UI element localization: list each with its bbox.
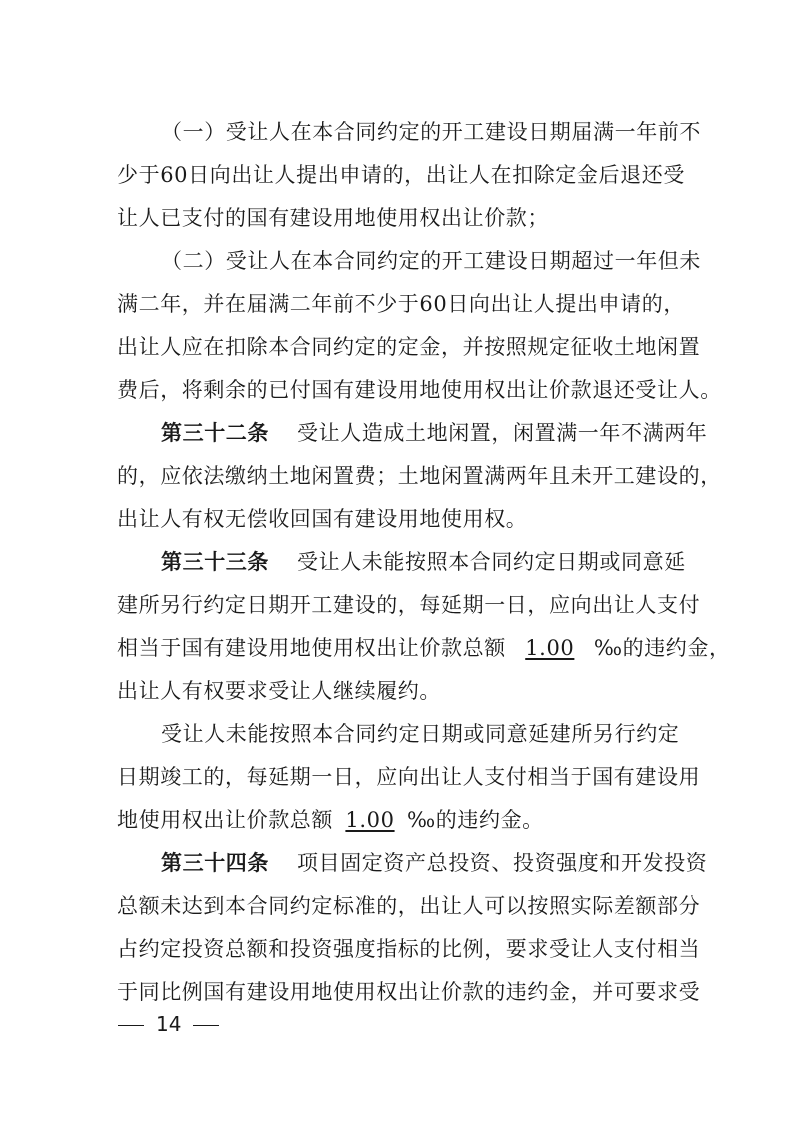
article-33-line2: 建所另行约定日期开工建设的，每延期一日，应向出让人支付	[117, 593, 701, 617]
para2-line1: （二）受让人在本合同约定的开工建设日期超过一年但未	[161, 249, 701, 273]
article-33-line3	[117, 636, 731, 660]
article-32-line3: 出让人有权无偿收回国有建设用地使用权。	[117, 507, 528, 531]
article-34-heading: 第三十四条	[161, 851, 269, 875]
article-32-text: 受让人造成土地闲置，闲置满一年不满两年	[297, 421, 708, 445]
para-late-line3	[117, 808, 677, 832]
article-33-line3-post: ‰的违约金，	[593, 636, 731, 660]
article-33-line4: 出让人有权要求受让人继续履约。	[117, 679, 441, 703]
para2-line4: 费后，将剩余的已付国有建设用地使用权出让价款退还受让人。	[117, 378, 722, 402]
penalty-rate-value: 1.00	[525, 636, 575, 660]
footer-dash-left	[118, 1025, 144, 1026]
para-late-line2: 日期竣工的，每延期一日，应向出让人支付相当于国有建设用	[117, 765, 701, 789]
para1-line3: 让人已支付的国有建设用地使用权出让价款；	[117, 206, 549, 230]
article-33-heading: 第三十三条	[161, 550, 269, 574]
para-late-line1: 受让人未能按照本合同约定日期或同意延建所另行约定	[161, 722, 680, 746]
para1-line1: （一）受让人在本合同约定的开工建设日期届满一年前不	[161, 120, 701, 144]
article-33-text: 受让人未能按照本合同约定日期或同意延	[297, 550, 686, 574]
late-penalty-rate-value: 1.00	[345, 808, 395, 832]
page-footer	[118, 1012, 219, 1036]
para1-line2: 少于60日向出让人提出申请的，出让人在扣除定金后退还受	[117, 163, 685, 187]
article-34-text: 项目固定资产总投资、投资强度和开发投资	[297, 851, 708, 875]
para-late-line3-pre: 地使用权出让价款总额	[117, 808, 333, 832]
page-number: 14	[156, 1012, 182, 1036]
article-33-line3-pre: 相当于国有建设用地使用权出让价款总额	[117, 636, 506, 660]
article-34-line4: 于同比例国有建设用地使用权出让价款的违约金，并可要求受	[117, 980, 701, 1004]
article-34-line1	[161, 851, 708, 875]
article-32-line2: 的，应依法缴纳土地闲置费；土地闲置满两年且未开工建设的，	[117, 464, 722, 488]
article-34-line3: 占约定投资总额和投资强度指标的比例，要求受让人支付相当	[117, 937, 701, 961]
article-34-line2: 总额未达到本合同约定标准的，出让人可以按照实际差额部分	[117, 894, 701, 918]
para2-line2: 满二年，并在届满二年前不少于60日向出让人提出申请的，	[117, 292, 685, 316]
article-33-line1	[161, 550, 686, 574]
article-32-heading: 第三十二条	[161, 421, 269, 445]
para2-line3: 出让人应在扣除本合同约定的定金，并按照规定征收土地闲置	[117, 335, 701, 359]
para-late-line3-post: ‰的违约金。	[407, 808, 544, 832]
footer-dash-right	[193, 1025, 219, 1026]
article-32-line1	[161, 421, 708, 445]
